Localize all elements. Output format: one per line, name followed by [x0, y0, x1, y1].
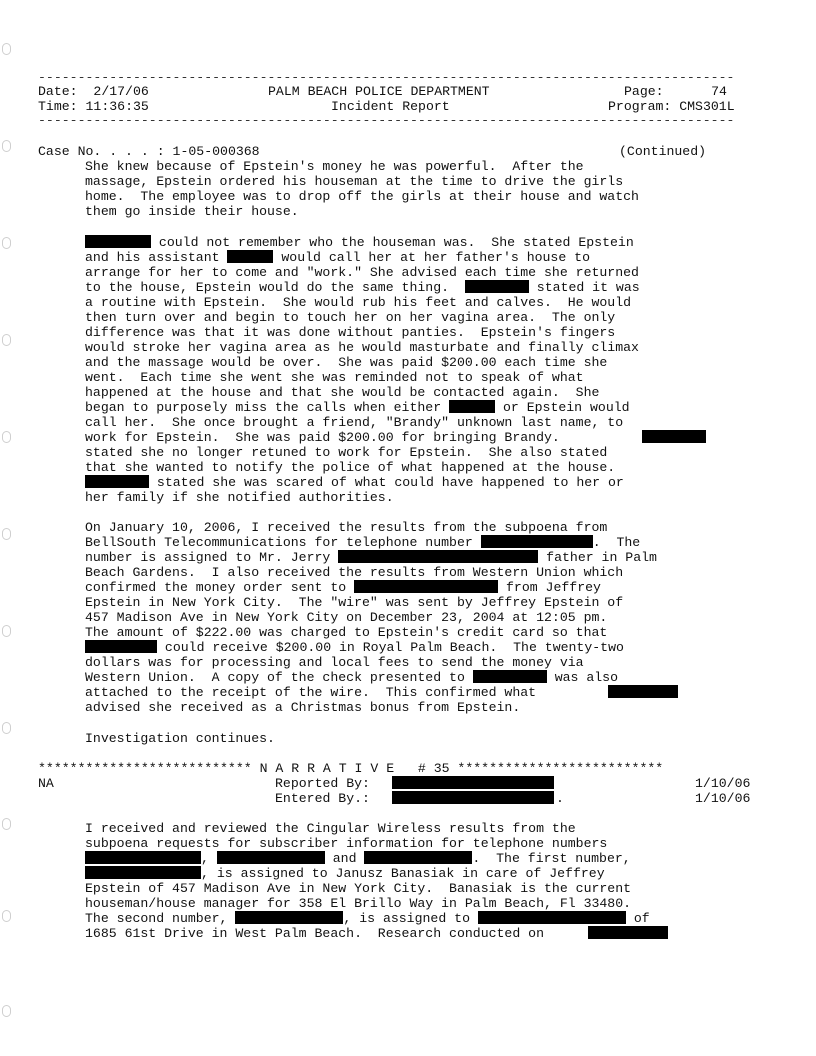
- redaction-bar: [227, 250, 273, 263]
- punch-hole: [2, 140, 11, 152]
- redaction-bar: [478, 911, 626, 924]
- text-line: advised she received as a Christmas bonus from Epstein.: [85, 700, 521, 715]
- narrative-banner: *************************** N A R R A T I V E # 35 **************************: [38, 761, 664, 776]
- header-program: Program: CMS301L: [608, 99, 735, 114]
- punch-hole: [2, 910, 11, 922]
- text-line: went. Each time she went she was reminded not to speak of what: [85, 370, 584, 385]
- redaction-bar: [473, 670, 547, 683]
- text-line: attached to the receipt of the wire. This confirmed what: [85, 685, 537, 700]
- text-line: Epstein of 457 Madison Ave in New York City. Banasiak is the current: [85, 881, 632, 896]
- punch-hole: [2, 1005, 11, 1017]
- text-line: dollars was for processing and local fees to send the money via: [85, 655, 584, 670]
- redaction-bar: [481, 535, 593, 548]
- text-line: She knew because of Epstein's money he was powerful. After the: [85, 159, 584, 174]
- continued-label: (Continued): [619, 144, 707, 159]
- redaction-bar: [642, 430, 706, 443]
- text-line: subpoena requests for subscriber information for telephone numbers: [85, 836, 608, 851]
- redaction-bar: [235, 911, 343, 924]
- punch-hole: [2, 722, 11, 734]
- redaction-bar: [608, 685, 678, 698]
- text-line: happened at the house and that she would be contacted again. She: [85, 385, 600, 400]
- text-line: to the house, Epstein would do the same thing. stated it was: [85, 280, 640, 295]
- text-line: them go inside their house.: [85, 204, 299, 219]
- punch-hole: [2, 625, 11, 637]
- redaction-bar: [364, 851, 472, 864]
- header-time: Time: 11:36:35: [38, 99, 149, 114]
- redaction-bar: [85, 866, 201, 879]
- redaction-bar: [449, 400, 495, 413]
- text-line: massage, Epstein ordered his houseman at the time to drive the girls: [85, 174, 624, 189]
- redaction-bar: [392, 791, 554, 804]
- header-date: Date: 2/17/06: [38, 84, 149, 99]
- text-line: difference was that it was done without panties. Epstein's fingers: [85, 325, 616, 340]
- report-type: Incident Report: [331, 99, 450, 114]
- text-line: Investigation continues.: [85, 731, 275, 746]
- text-line: Beach Gardens. I also received the results from Western Union which: [85, 565, 624, 580]
- text-line: then turn over and begin to touch her on her vagina area. The only: [85, 310, 616, 325]
- text-line: On January 10, 2006, I received the results from the subpoena from: [85, 520, 608, 535]
- text-line: , and . The first number,: [85, 851, 631, 866]
- redaction-bar: [217, 851, 325, 864]
- text-line: could not remember who the houseman was. She stated Epstein: [85, 235, 634, 250]
- text-line: could receive $200.00 in Royal Palm Beach. The twenty-two: [85, 640, 624, 655]
- period-mark: .: [556, 791, 564, 806]
- header-rule-top: ----------------------------------------------------------------------------------------: [38, 70, 735, 85]
- text-line: stated she was scared of what could have happened to her or: [85, 475, 624, 490]
- text-line: and the massage would be over. She was paid $200.00 each time she: [85, 355, 608, 370]
- case-number: Case No. . . . : 1-05-000368: [38, 144, 260, 159]
- text-line: I received and reviewed the Cingular Wireless results from the: [85, 821, 576, 836]
- redaction-bar: [465, 280, 529, 293]
- text-line: 457 Madison Ave in New York City on December 23, 2004 at 12:05 pm.: [85, 610, 608, 625]
- reported-by-label: Reported By:: [275, 776, 370, 791]
- redaction-bar: [85, 640, 157, 653]
- text-line: 1685 61st Drive in West Palm Beach. Research conducted on: [85, 926, 544, 941]
- text-line: and his assistant would call her at her father's house to: [85, 250, 591, 265]
- entered-by-label: Entered By.:: [275, 791, 370, 806]
- redaction-bar: [85, 851, 201, 864]
- text-line: The amount of $222.00 was charged to Epstein's credit card so that: [85, 625, 608, 640]
- entered-date: 1/10/06: [695, 791, 751, 806]
- text-line: stated she no longer retuned to work for Epstein. She also stated: [85, 445, 608, 460]
- text-line: began to purposely miss the calls when either or Epstein would: [85, 400, 630, 415]
- redaction-bar: [338, 550, 538, 563]
- punch-hole: [2, 43, 11, 55]
- reported-date: 1/10/06: [695, 776, 751, 791]
- text-line: would stroke her vagina area as he would masturbate and finally climax: [85, 340, 639, 355]
- department-title: PALM BEACH POLICE DEPARTMENT: [268, 84, 490, 99]
- punch-hole: [2, 431, 11, 443]
- text-line: home. The employee was to drop off the girls at their house and watch: [85, 189, 639, 204]
- text-line: The second number, , is assigned to of: [85, 911, 650, 926]
- redaction-bar: [588, 926, 668, 939]
- text-line: arrange for her to come and "work." She advised each time she returned: [85, 265, 639, 280]
- narrative-na: NA: [38, 776, 54, 791]
- text-line: Epstein in New York City. The "wire" was sent by Jeffrey Epstein of: [85, 595, 624, 610]
- text-line: BellSouth Telecommunications for telephone number . The: [85, 535, 641, 550]
- text-line: call her. She once brought a friend, "Brandy" unknown last name, to: [85, 415, 624, 430]
- redaction-bar: [354, 580, 498, 593]
- punch-hole: [2, 334, 11, 346]
- text-line: her family if she notified authorities.: [85, 490, 394, 505]
- punch-hole: [2, 818, 11, 830]
- redaction-bar: [392, 776, 554, 789]
- text-line: that she wanted to notify the police of what happened at the house.: [85, 460, 616, 475]
- header-page: Page: 74: [624, 84, 727, 99]
- redaction-bar: [85, 235, 151, 248]
- text-line: , is assigned to Janusz Banasiak in care of Jeffrey: [85, 866, 605, 881]
- punch-hole: [2, 237, 11, 249]
- text-line: Western Union. A copy of the check presented to was also: [85, 670, 619, 685]
- punch-hole: [2, 528, 11, 540]
- text-line: houseman/house manager for 358 El Brillo Way in Palm Beach, Fl 33480.: [85, 896, 632, 911]
- text-line: confirmed the money order sent to from Jeffrey: [85, 580, 601, 595]
- text-line: number is assigned to Mr. Jerry father in Palm: [85, 550, 657, 565]
- text-line: work for Epstein. She was paid $200.00 for bringing Brandy.: [85, 430, 560, 445]
- redaction-bar: [85, 475, 149, 488]
- header-rule-bottom: ----------------------------------------------------------------------------------------: [38, 113, 735, 128]
- text-line: a routine with Epstein. She would rub his feet and calves. He would: [85, 295, 632, 310]
